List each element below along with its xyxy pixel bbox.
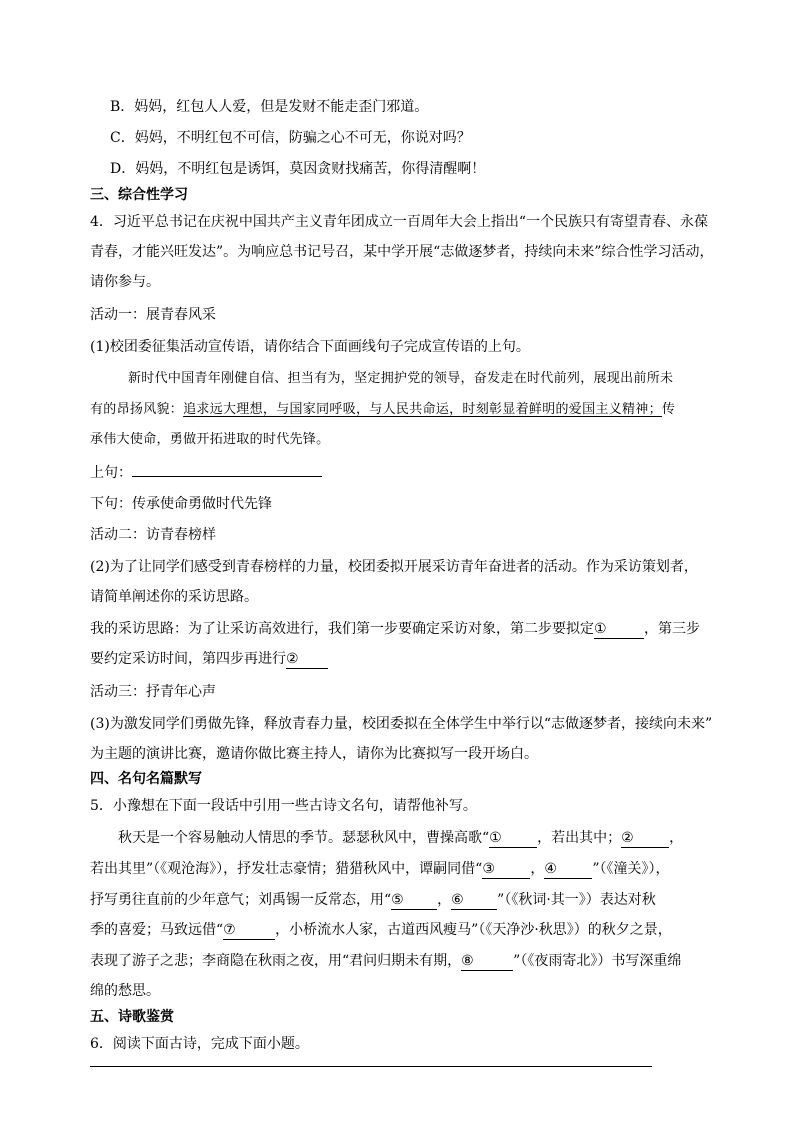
plan-blank-2[interactable]: ②: [286, 650, 328, 669]
dictation-blank-8[interactable]: ⑧: [461, 952, 513, 971]
dictation-line4: [90, 921, 672, 940]
activity-3-title: 活动三：抒青年心声: [90, 684, 216, 700]
dictation-text: ”（《潼关》），: [592, 861, 670, 877]
upper-sentence-blank[interactable]: [132, 462, 322, 477]
lower-sentence: 下句：传承使命勇做时代先锋: [90, 496, 272, 512]
page-bottom-rule: [90, 1066, 652, 1067]
plan-text: 我的采访思路：为了让采访高效进行，我们第一步要确定采访对象，第二步要拟定: [90, 621, 594, 637]
subquestion-2-line2: 请简单阐述你的采访思路。: [90, 589, 258, 605]
dictation-line3: [90, 891, 656, 910]
q4-text-line1: 4．习近平总书记在庆祝中国共产主义青年团成立一百周年大会上指出“一个民族只有寄望青春、永葆: [90, 214, 709, 230]
upper-sentence-row: [90, 462, 322, 482]
dictation-blank-7[interactable]: ⑦: [223, 921, 275, 940]
quote-line2-suffix: 传: [661, 402, 676, 417]
option-b: B．妈妈，红包人人爱，但是发财不能走歪门邪道。: [110, 99, 429, 115]
dictation-text: ”（《夜雨寄北》）书写深重绵: [513, 953, 682, 969]
plan-blank-1[interactable]: ①: [594, 620, 644, 639]
quote-line2: [90, 401, 675, 419]
quote-line1: 新时代中国青年刚健自信、担当有为，坚定拥护党的领导，奋发走在时代前列，展现出前所未: [128, 371, 674, 386]
dictation-line2: [90, 860, 670, 879]
q6-text: 6．阅读下面古诗，完成下面小题。: [90, 1036, 309, 1052]
upper-sentence-label: 上句：: [90, 465, 132, 481]
dictation-text: ，: [530, 861, 545, 877]
dictation-blank-4[interactable]: ④: [544, 860, 592, 879]
q4-text-line2: 青春，才能兴旺发达”。为响应总书记号召，某中学开展“志做逐梦者，持续向未来”综合性学习活动，: [90, 244, 714, 260]
activity-1-title: 活动一：展青春风采: [90, 307, 216, 323]
dictation-text: ，若出其中；: [537, 830, 622, 846]
dictation-text: 若出其里”（《观沧海》），抒发壮志豪情；猎猎秋风中，谭嗣同借“: [90, 861, 483, 877]
quote-line3: 承伟大使命，勇做开拓进取的时代先锋。: [90, 432, 330, 447]
dictation-blank-1[interactable]: ①: [489, 829, 537, 848]
subquestion-1: (1)校团委征集活动宣传语，请你结合下面画线句子完成宣传语的上句。: [90, 339, 530, 355]
dictation-blank-6[interactable]: ⑥: [451, 891, 497, 910]
subquestion-3-line2: 为主题的演讲比赛，邀请你做比赛主持人，请你为比赛拟写一段开场白。: [90, 746, 538, 762]
section-4-heading: 四、名句名篇默写: [90, 771, 202, 787]
quote-line2-prefix: 有的昂扬风貌：: [90, 402, 184, 417]
dictation-text: ，小桥流水人家，古道西风瘦马”（《天净沙·秋思》）的秋夕之景，: [275, 922, 672, 938]
dictation-line5: [90, 952, 681, 971]
dictation-text: ，: [669, 830, 684, 846]
underlined-sentence: 追求远大理想，与国家同呼吸，与人民共命运，时刻彰显着鲜明的爱国主义精神；: [183, 402, 662, 417]
dictation-blank-2[interactable]: ②: [621, 829, 669, 848]
subquestion-3-line1: (3)为激发同学们勇做先锋，释放青春力量，校团委拟在全体学生中举行以“志做逐梦者，接续向未来”: [90, 716, 713, 732]
dictation-line6: 绵的愁思。: [90, 983, 160, 999]
dictation-text: 秋天是一个容易触动人情思的季节。瑟瑟秋风中，曹操高歌“: [118, 830, 490, 846]
option-c: C．妈妈，不明红包不可信，防骗之心不可无，你说对吗？: [110, 130, 471, 146]
dictation-line1: [118, 829, 683, 848]
activity-2-title: 活动二：访青春榜样: [90, 527, 216, 543]
section-3-heading: 三、综合性学习: [90, 187, 188, 203]
section-5-heading: 五、诗歌鉴赏: [90, 1009, 174, 1025]
plan-text-tail: ，第三步: [644, 621, 700, 637]
dictation-text: ，: [437, 892, 452, 908]
plan-text-2: 要约定采访时间，第四步再进行: [90, 651, 286, 667]
dictation-text: 抒写勇往直前的少年意气；刘禹锡一反常态，用“: [90, 892, 392, 908]
option-d: D．妈妈，不明红包是诱饵，莫因贪财找痛苦，你得清醒啊！: [110, 161, 486, 177]
dictation-blank-3[interactable]: ③: [482, 860, 530, 879]
dictation-text: ”（《秋词·其一》）表达对秋: [497, 892, 656, 908]
dictation-text: 季的喜爱；马致远借“: [90, 922, 224, 938]
dictation-text: 表现了游子之悲；李商隐在秋雨之夜，用“君问归期未有期，: [90, 953, 462, 969]
q4-text-line3: 请你参与。: [90, 274, 160, 290]
dictation-blank-5[interactable]: ⑤: [391, 891, 437, 910]
interview-plan-line2: [90, 650, 328, 669]
q5-text: 5．小豫想在下面一段话中引用一些古诗文名句，请帮他补写。: [90, 798, 477, 814]
interview-plan-line1: [90, 620, 700, 639]
subquestion-2-line1: (2)为了让同学们感受到青春榜样的力量，校团委拟开展采访青年奋进者的活动。作为采访策划者，: [90, 559, 698, 575]
